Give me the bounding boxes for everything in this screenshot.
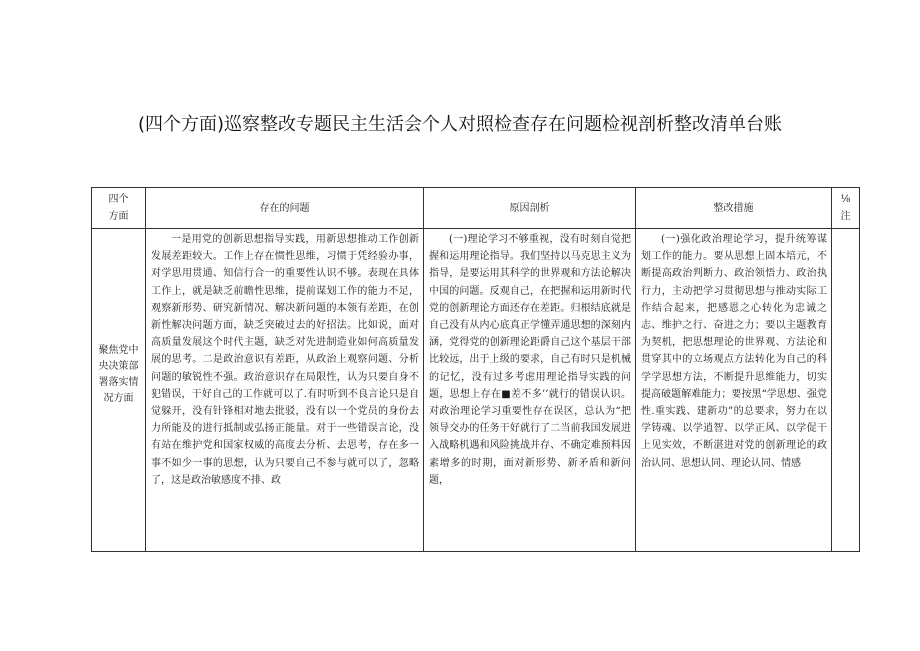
notes-text	[832, 229, 859, 235]
causes-text: (一)理论学习不够重视，没有时刻自觉把握和运用理论指导。我们坚持以马克思主义为指导，是要运用其科学的世界观和方法论解决中国的问题。反观自己，在把握和运用新时代党的创新理论方面还存在差距。归根结底就是自己没有从内心底真正学懂弄通思想的深刻内涵，党得党的创新理论距爵自己这个基层干部比较远，出于上级的要求，自己有时只是机械的记忆，没有过多考虑用理论指导实践的问题，思想上存在■差不多’’就行的错误认识。对政治理论学习重要性存在误区，总认为“把领导交办的任务干好就行了二当前我国发展进入战略机遇和风险挑战并存、不确定难预料因素增多的时期，面对新形势、新矛盾和新问题，	[429, 234, 631, 486]
table-header-row	[92, 188, 860, 229]
notes-cell	[832, 229, 860, 552]
category-text: 聚焦党中央决策部署落实情况方面	[98, 345, 139, 404]
causes-cell	[424, 229, 636, 552]
measures-text: (一)强化政治理论学习，提升统筹谋划工作的能力。要从思想上固本培元，不断提高政治判断力、政治领悟力、政治执行力，主动把学习贯彻思想与推动实际工作结合起来，把感恩之心转化为忠诚之志、维护之行、奋进之力；要以主题教育为契机，把思想理论的世界观、方法论和贯穿其中的立场观点方法转化为自己的科学学思想方法，不断提升思维能力，切实提高破题解难能力；要按黑“学思想、强党性.重实践、建新功”的总要求，努力在以学铸魂、以学逍智、以学正风、以学促干上见实效，不断湛进对党的创新理论的政治认同、思想认同、理论认同、情感	[641, 234, 827, 469]
header-problems: 存在的问题	[146, 188, 424, 229]
measures-cell	[636, 229, 832, 552]
header-causes: 原因剖析	[424, 188, 636, 229]
header-category-label: 四个方面	[108, 194, 129, 222]
problems-cell	[146, 229, 424, 552]
document-title: (四个方面)巡察整改专题民主生活会个人对照检查存在问题检视剖析整改清单台账	[137, 114, 783, 135]
problems-text: 一是用党的创新思想指导实践，用新思想推动工作创新发展差距较大。工作上存在惯性思维，习惯于凭经验办事，对学思用贯通、知信行合一的重要性认识不够。表现在具体工作上，就是缺乏前瞻性思维，提前谋划工作的能力不足，观察新形势、研究新情况、解决新问题的本领有差距，在创新性解决问题方面，缺乏突破过去的好招法。比如说，面对高质量发展这个时代主题，缺乏对先进制造业如何高质量发展的思考。二是政治意识有差距，从政治上观察问题、分析问题的敏锐性不强。政治意识存在局限性，认为只要自身不犯错误，干好自己的工作就可以了.有时听到不良言论只是自觉躲开，没有针锋相对地去批驳，没有以一个党员的身份去力所能及的进行抵制或弘扬正能量。对于一些错误言论，没有站在维护党和国家权威的高度去分析、去思考，存在多一事不如少一事的思想，认为只要自己不参与就可以了，忽略了，这是政治敏感度不排、政	[151, 234, 419, 486]
category-cell	[92, 229, 146, 552]
header-notes	[832, 188, 860, 229]
header-category	[92, 188, 146, 229]
table-row	[92, 229, 860, 552]
header-measures: 整改措施	[636, 188, 832, 229]
header-notes-label: ⅛注	[840, 194, 851, 222]
rectification-ledger-table	[91, 187, 860, 552]
